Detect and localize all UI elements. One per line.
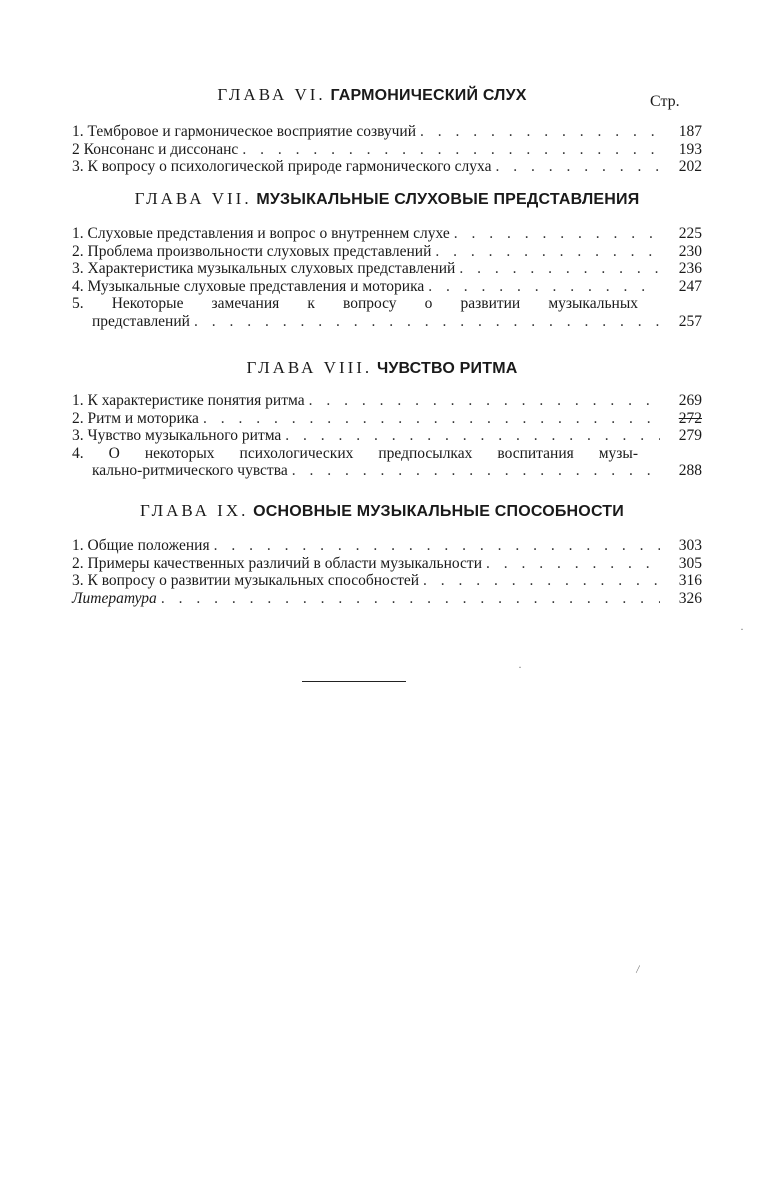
entry-number: 1. <box>72 225 84 242</box>
entry-page: 202 <box>678 158 702 175</box>
chapter-label: ГЛАВА VI. <box>217 85 326 104</box>
entry-title: Музыкальные слуховые представления и моторика <box>87 277 425 295</box>
entry-page: 230 <box>678 242 702 260</box>
entry-number: 4. <box>72 277 84 295</box>
chapter-name: МУЗЫКАЛЬНЫЕ СЛУХОВЫЕ ПРЕДСТАВЛЕНИЯ <box>256 191 640 208</box>
entry-number: 4. <box>72 444 84 462</box>
entry-page: 272 <box>678 409 702 427</box>
speck-mark: · <box>518 660 522 674</box>
toc-entry[interactable] <box>72 141 702 159</box>
entry-number: 1. <box>72 537 84 554</box>
leader-dots <box>459 260 660 278</box>
entry-page: 193 <box>678 140 702 158</box>
entry-number: 2. <box>72 554 84 572</box>
chapter-label: ГЛАВА IX. <box>140 501 249 520</box>
entry-title: Характеристика музыкальных слуховых представлений <box>87 260 456 277</box>
entry-page: 288 <box>678 462 702 479</box>
entry-title: Слуховые представления и вопрос о внутреннем слухе <box>87 225 450 242</box>
entry-page: 316 <box>678 572 702 589</box>
entry-title-line2: кально-ритмического чувства <box>92 462 288 479</box>
chapter-7-title <box>72 188 702 211</box>
leader-dots <box>486 555 660 573</box>
chapter-9 <box>72 500 702 607</box>
leader-dots <box>454 225 660 243</box>
chapter-8-title <box>72 357 702 380</box>
toc-entry[interactable] <box>72 427 702 445</box>
entry-page: 247 <box>678 277 702 295</box>
entry-number: 5. <box>72 295 84 312</box>
chapter-6-title <box>72 84 702 107</box>
entry-page: 326 <box>678 589 702 607</box>
leader-dots <box>242 141 660 159</box>
toc-entry-literature[interactable] <box>72 590 702 608</box>
entry-number: 2. <box>72 409 84 427</box>
toc-entry[interactable] <box>72 537 702 555</box>
chapter-7 <box>72 188 702 330</box>
entry-title: Консонанс и диссонанс <box>83 140 239 158</box>
entry-page: 225 <box>678 225 702 242</box>
leader-dots <box>495 158 660 176</box>
entry-page: 236 <box>678 260 702 277</box>
leader-dots <box>428 278 660 296</box>
toc-entry[interactable] <box>72 295 702 330</box>
entry-title-line1: О некоторых психологических предпосылках воспитания музы- <box>108 444 639 462</box>
entry-title: К характеристике понятия ритма <box>87 392 305 409</box>
entry-page: 279 <box>678 427 702 444</box>
toc-entry[interactable] <box>72 278 702 296</box>
toc-entry[interactable] <box>72 572 702 590</box>
entry-number: 2. <box>72 242 84 260</box>
toc-entry[interactable] <box>72 260 702 278</box>
entry-page: 305 <box>678 554 702 572</box>
toc-entry[interactable] <box>72 445 702 480</box>
leader-dots <box>435 243 660 261</box>
entry-number: 3. <box>72 260 84 277</box>
entry-number: 1. <box>72 392 84 409</box>
chapter-8 <box>72 357 702 480</box>
leader-dots <box>420 123 660 141</box>
end-rule <box>302 681 406 682</box>
entry-number: 1. <box>72 123 84 140</box>
entry-title: Проблема произвольности слуховых представлений <box>87 242 432 260</box>
leader-dots <box>214 537 660 555</box>
chapter-name: ЧУВСТВО РИТМА <box>376 360 518 377</box>
toc-entry[interactable] <box>72 392 702 410</box>
entry-title: К вопросу о психологической природе гармонического слуха <box>87 158 492 175</box>
leader-dots <box>285 427 660 445</box>
entry-number: 3. <box>72 427 84 444</box>
entry-title: Тембровое и гармоническое восприятие созвучий <box>87 123 417 140</box>
entry-number: 3. <box>72 158 84 175</box>
speck-mark: · <box>740 622 744 636</box>
entry-page: 269 <box>678 392 702 409</box>
chapter-label: ГЛАВА VII. <box>134 189 252 208</box>
leader-dots <box>292 462 660 480</box>
chapter-label: ГЛАВА VIII. <box>246 358 373 377</box>
chapter-6 <box>72 84 702 176</box>
toc-entry[interactable] <box>72 123 702 141</box>
toc-entry[interactable] <box>72 158 702 176</box>
entry-title: Общие положения <box>87 537 210 554</box>
leader-dots <box>423 572 660 590</box>
leader-dots <box>161 590 660 608</box>
entry-title: Примеры качественных различий в области музыкальности <box>87 554 482 572</box>
entry-title: Ритм и моторика <box>87 409 199 427</box>
entry-number: 2 <box>72 140 80 158</box>
chapter-name: ГАРМОНИЧЕСКИЙ СЛУХ <box>330 87 527 104</box>
toc-entry[interactable] <box>72 410 702 428</box>
leader-dots <box>309 392 660 410</box>
entry-title-line2: представлений <box>92 312 190 330</box>
leader-dots <box>203 410 660 428</box>
speck-mark: \ <box>631 963 645 976</box>
entry-page: 187 <box>678 123 702 140</box>
entry-title-line1: Некоторые замечания к вопросу о развитии музыкальных <box>111 295 638 312</box>
chapter-9-title <box>72 500 702 523</box>
entry-title: Чувство музыкального ритма <box>87 427 282 444</box>
toc-entry[interactable] <box>72 243 702 261</box>
leader-dots <box>194 313 660 331</box>
chapter-name: ОСНОВНЫЕ МУЗЫКАЛЬНЫЕ СПОСОБНОСТИ <box>253 503 624 520</box>
entry-number: 3. <box>72 572 84 589</box>
entry-page: 303 <box>678 537 702 554</box>
toc-entry[interactable] <box>72 555 702 573</box>
page-column-header: Стр. <box>650 93 680 110</box>
entry-title: К вопросу о развитии музыкальных способностей <box>87 572 420 589</box>
toc-entry[interactable] <box>72 225 702 243</box>
entry-page: 257 <box>678 312 702 330</box>
literature-title: Литература <box>72 589 157 607</box>
